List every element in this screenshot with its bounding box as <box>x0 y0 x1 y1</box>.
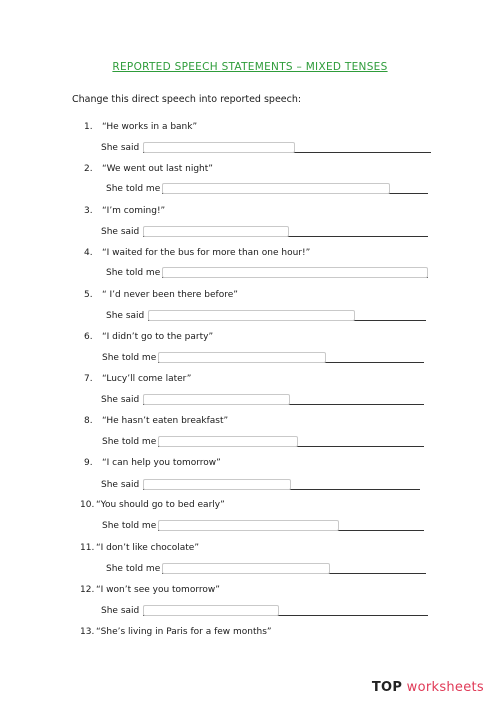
answer-row-10 <box>102 518 424 532</box>
answer-label: She said <box>101 227 140 237</box>
answer-label: She told me <box>106 184 161 194</box>
answer-input-11[interactable] <box>162 563 330 574</box>
answer-row-9 <box>101 477 420 491</box>
question-quote: “I don’t like chocolate” <box>96 543 199 553</box>
worksheet-title: REPORTED SPEECH STATEMENTS – MIXED TENSES <box>112 61 388 73</box>
question-quote: “We went out last night” <box>102 164 213 174</box>
question-quote: “ I’d never been there before” <box>102 290 238 300</box>
answer-label: She told me <box>102 437 157 447</box>
question-quote: “I didn’t go to the party” <box>102 332 214 342</box>
answer-input-3[interactable] <box>143 226 289 237</box>
answer-label: She told me <box>106 564 161 574</box>
answer-input-6[interactable] <box>158 352 326 363</box>
answer-label: She told me <box>106 268 161 278</box>
question-number: 8. <box>84 416 93 426</box>
answer-input-12[interactable] <box>143 605 279 616</box>
question-7 <box>84 374 191 384</box>
instruction-text: Change this direct speech into reported speech: <box>72 94 302 105</box>
answer-input-9[interactable] <box>143 479 291 490</box>
question-6 <box>84 332 213 342</box>
question-quote: “He hasn’t eaten breakfast” <box>102 416 229 426</box>
question-quote: “I can help you tomorrow” <box>102 458 221 468</box>
answer-input-2[interactable] <box>162 183 390 194</box>
answer-input-1[interactable] <box>143 142 295 153</box>
answer-row-6 <box>102 350 424 364</box>
answer-row-4 <box>106 265 428 279</box>
question-3 <box>84 206 165 216</box>
answer-row-12 <box>101 603 428 617</box>
question-11 <box>80 543 199 553</box>
logo-top: TOP <box>371 680 403 695</box>
question-quote: “She’s living in Paris for a few months” <box>96 627 272 637</box>
answer-label: She told me <box>102 353 157 363</box>
answer-row-8 <box>102 434 424 448</box>
answer-input-4[interactable] <box>162 267 428 278</box>
question-number: 9. <box>84 458 93 468</box>
answer-input-8[interactable] <box>158 436 298 447</box>
question-quote: “You should go to bed early” <box>96 500 225 510</box>
logo-worksheets: worksheets <box>406 680 484 695</box>
question-number: 10. <box>80 500 95 510</box>
answer-label: She said <box>106 311 145 321</box>
answer-label: She said <box>101 395 140 405</box>
question-2 <box>84 164 213 174</box>
answer-row-2 <box>106 181 428 195</box>
question-number: 5. <box>84 290 93 300</box>
question-quote: “I waited for the bus for more than one hour!” <box>102 248 311 258</box>
answer-input-10[interactable] <box>158 520 339 531</box>
answer-input-5[interactable] <box>148 310 355 321</box>
question-12 <box>80 585 220 595</box>
answer-label: She told me <box>102 521 157 531</box>
topworksheets-logo <box>372 680 484 695</box>
question-5 <box>84 290 238 300</box>
question-1 <box>84 122 197 132</box>
answer-label: She said <box>101 143 140 153</box>
answer-row-5 <box>106 308 426 322</box>
answer-row-3 <box>101 224 428 238</box>
question-10 <box>80 500 225 510</box>
question-number: 7. <box>84 374 93 384</box>
question-number: 1. <box>84 122 93 132</box>
question-quote: “He works in a bank” <box>102 122 198 132</box>
question-number: 3. <box>84 206 93 216</box>
question-number: 6. <box>84 332 93 342</box>
answer-label: She said <box>101 480 140 490</box>
question-number: 13. <box>80 627 95 637</box>
question-quote: “I’m coming!” <box>102 206 166 216</box>
answer-row-11 <box>106 561 426 575</box>
question-9 <box>84 458 221 468</box>
answer-row-7 <box>101 392 424 406</box>
question-number: 2. <box>84 164 93 174</box>
question-8 <box>84 416 228 426</box>
question-quote: “I won’t see you tomorrow” <box>96 585 220 595</box>
answer-label: She said <box>101 606 140 616</box>
question-quote: “Lucy’ll come later” <box>102 374 192 384</box>
question-4 <box>84 248 310 258</box>
question-number: 12. <box>80 585 95 595</box>
question-13 <box>80 627 272 637</box>
question-number: 11. <box>80 543 95 553</box>
answer-input-7[interactable] <box>143 394 290 405</box>
answer-row-1 <box>101 140 431 154</box>
question-number: 4. <box>84 248 93 258</box>
